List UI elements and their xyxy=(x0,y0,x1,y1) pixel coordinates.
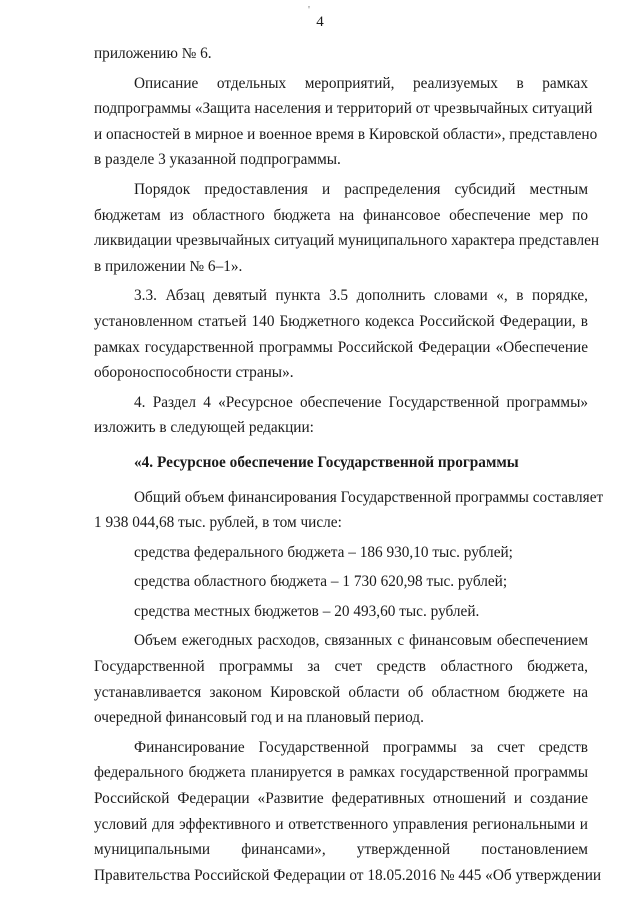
text-line: Описание отдельных мероприятий, реализуемых в рамках xyxy=(134,74,588,92)
paragraph-amendment-4 xyxy=(94,390,588,441)
list-item: средства областного бюджета – 1 730 620,98 тыс. рублей; xyxy=(134,573,508,591)
text-line: 1 938 044,68 тыс. рублей, в том числе: xyxy=(94,514,342,532)
text-line: и опасностей в мирное и военное время в Кировской области», представлено xyxy=(94,125,598,143)
text-line: муниципальными финансами», утвержденной постановлением xyxy=(94,841,588,859)
paragraph-subsidies xyxy=(94,177,600,279)
funding-sources-list xyxy=(94,540,588,625)
text-line: Порядок предоставления и распределения субсидий местным xyxy=(134,180,588,198)
text-line: обороноспособности страны». xyxy=(94,364,294,382)
scan-mark: ' xyxy=(308,4,310,16)
page-number: 4 xyxy=(316,14,324,30)
text-line: в приложении № 6–1». xyxy=(94,257,243,275)
text-line: рамках государственной программы Российской Федерации «Обеспечение xyxy=(94,338,588,356)
text-line: федерального бюджета планируется в рамках государственной программы xyxy=(94,764,588,782)
text-line: Финансирование Государственной программы за счет средств xyxy=(134,738,588,756)
text-line: изложить в следующей редакции: xyxy=(94,419,314,437)
paragraph-amendment-3-3 xyxy=(94,283,588,385)
list-item: средства местных бюджетов – 20 493,60 тыс. рублей. xyxy=(134,602,480,620)
text-line: условий для эффективного и ответственного управления региональными и xyxy=(94,815,588,833)
text-line: ликвидации чрезвычайных ситуаций муниципального характера представлен xyxy=(94,232,600,250)
text-line: подпрограммы «Защита населения и территорий от чрезвычайных ситуаций xyxy=(94,100,593,118)
paragraph-total-funding xyxy=(94,485,604,536)
text-line: Объем ежегодных расходов, связанных с финансовым обеспечением xyxy=(134,632,588,650)
paragraph-annual-expenses xyxy=(94,628,588,730)
paragraph-description xyxy=(94,71,598,173)
document-body xyxy=(94,41,604,888)
text-line: 3.3. Абзац девятый пункта 3.5 дополнить словами «, в порядке, xyxy=(134,287,588,305)
paragraph-federal-financing xyxy=(94,735,602,889)
text-line: Российской Федерации «Развитие федеративных отношений и создание xyxy=(94,790,588,808)
text-line: приложению № 6. xyxy=(94,45,212,62)
text-line: Общий объем финансирования Государственной программы составляет xyxy=(134,488,604,506)
text-line: в разделе 3 указанной подпрограммы. xyxy=(94,151,341,169)
section-heading: «4. Ресурсное обеспечение Государственной программы xyxy=(134,453,519,471)
text-line: 4. Раздел 4 «Ресурсное обеспечение Государственной программы» xyxy=(134,393,588,411)
text-line: устанавливается законом Кировской области об областном бюджете на xyxy=(94,683,588,701)
text-line: Правительства Российской Федерации от 18.05.2016 № 445 «Об утверждении xyxy=(94,866,602,884)
list-item: средства федерального бюджета – 186 930,10 тыс. рублей; xyxy=(134,543,513,561)
text-line: бюджетам из областного бюджета на финансовое обеспечение мер по xyxy=(94,206,588,224)
text-line: Государственной программы за счет средств областного бюджета, xyxy=(94,658,588,676)
text-line: очередной финансовый год и на плановый период. xyxy=(94,709,424,727)
text-line: установленном статьей 140 Бюджетного кодекса Российской Федерации, в xyxy=(94,312,588,330)
